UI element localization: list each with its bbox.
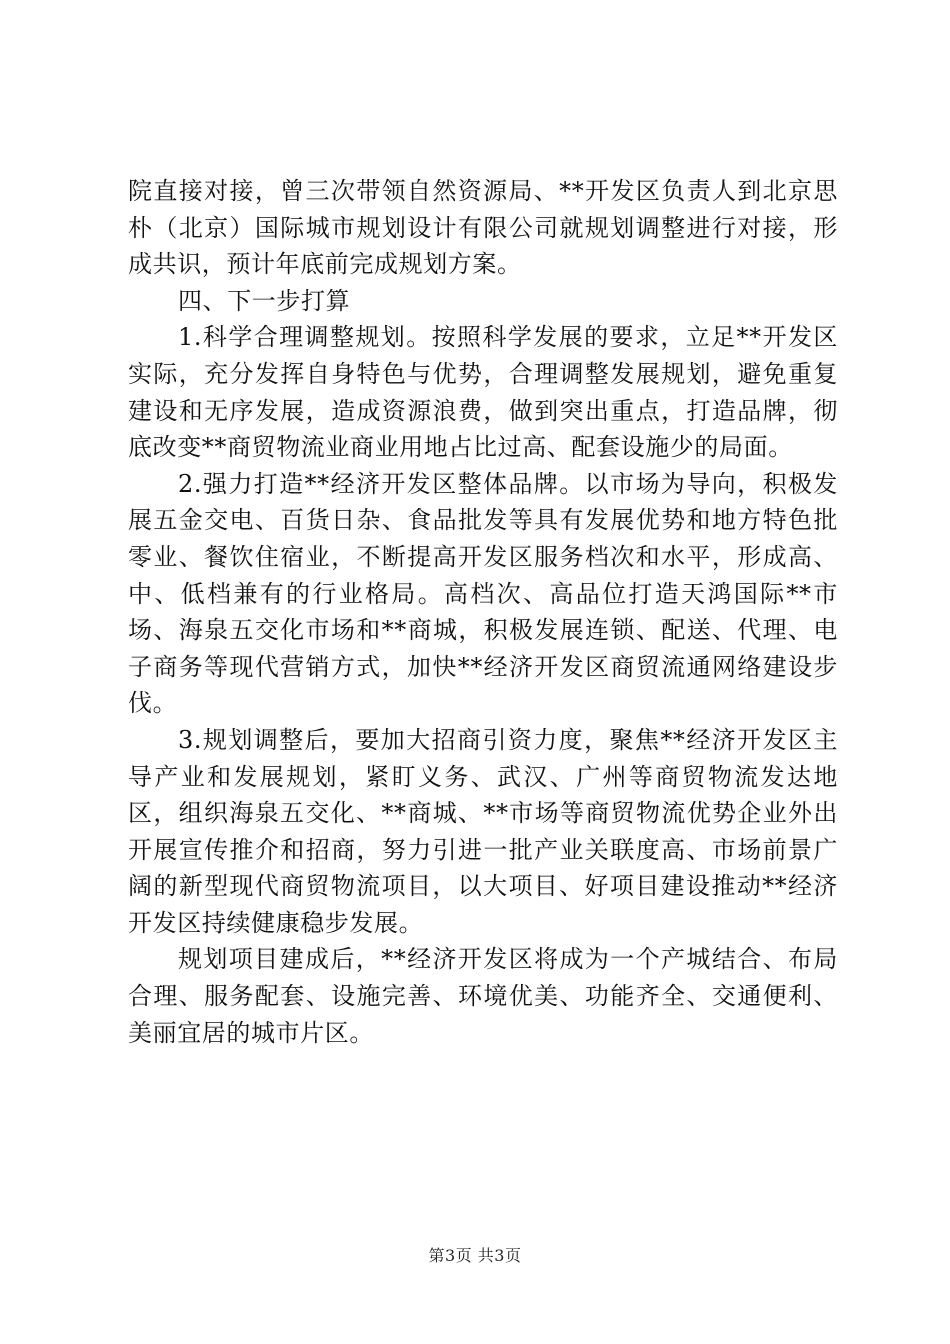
page-footer: 第3页 共3页 bbox=[428, 1246, 522, 1265]
paragraph-item-2: 2.强力打造**经济开发区整体品牌。以市场为导向，积极发展五金交电、百货日杂、食品批发等具有发展优势和地方特色批零业、餐饮住宿业，不断提高开发区服务档次和水平，形成高、中、低档兼有的行业格局。高档次、高品位打造天鸿国际**市场、海泉五交化市场和**商城，积极发展连锁、配送、代理、电子商务等现代营销方式，加快**经济开发区商贸流通网络建设步伐。 bbox=[128, 469, 838, 718]
paragraph-conclusion: 规划项目建成后，**经济开发区将成为一个产城结合、布局合理、服务配套、设施完善、环境优美、功能齐全、交通便利、美丽宜居的城市片区。 bbox=[128, 945, 838, 1047]
paragraph-item-3: 3.规划调整后，要加大招商引资力度，聚焦**经济开发区主导产业和发展规划，紧盯义务、武汉、广州等商贸物流发达地区，组织海泉五交化、**商城、**市场等商贸物流优势企业外出开展宣传推介和招商，努力引进一批产业关联度高、市场前景广阔的新型现代商贸物流项目，以大项目、好项目建设推动**经济开发区持续健康稳步发展。 bbox=[128, 725, 838, 937]
section-heading-next-steps: 四、下一步打算 bbox=[178, 286, 351, 315]
document-body bbox=[128, 173, 838, 1051]
paragraph-item-1: 1.科学合理调整规划。按照科学发展的要求，立足**开发区实际，充分发挥自身特色与优势，合理调整发展规划，避免重复建设和无序发展，造成资源浪费，做到突出重点，打造品牌，彻底改变**商贸物流业商业用地占比过高、配套设施少的局面。 bbox=[128, 323, 838, 462]
paragraph-continuation: 院直接对接，曾三次带领自然资源局、**开发区负责人到北京思朴（北京）国际城市规划设计有限公司就规划调整进行对接，形成共识，预计年底前完成规划方案。 bbox=[128, 177, 838, 279]
